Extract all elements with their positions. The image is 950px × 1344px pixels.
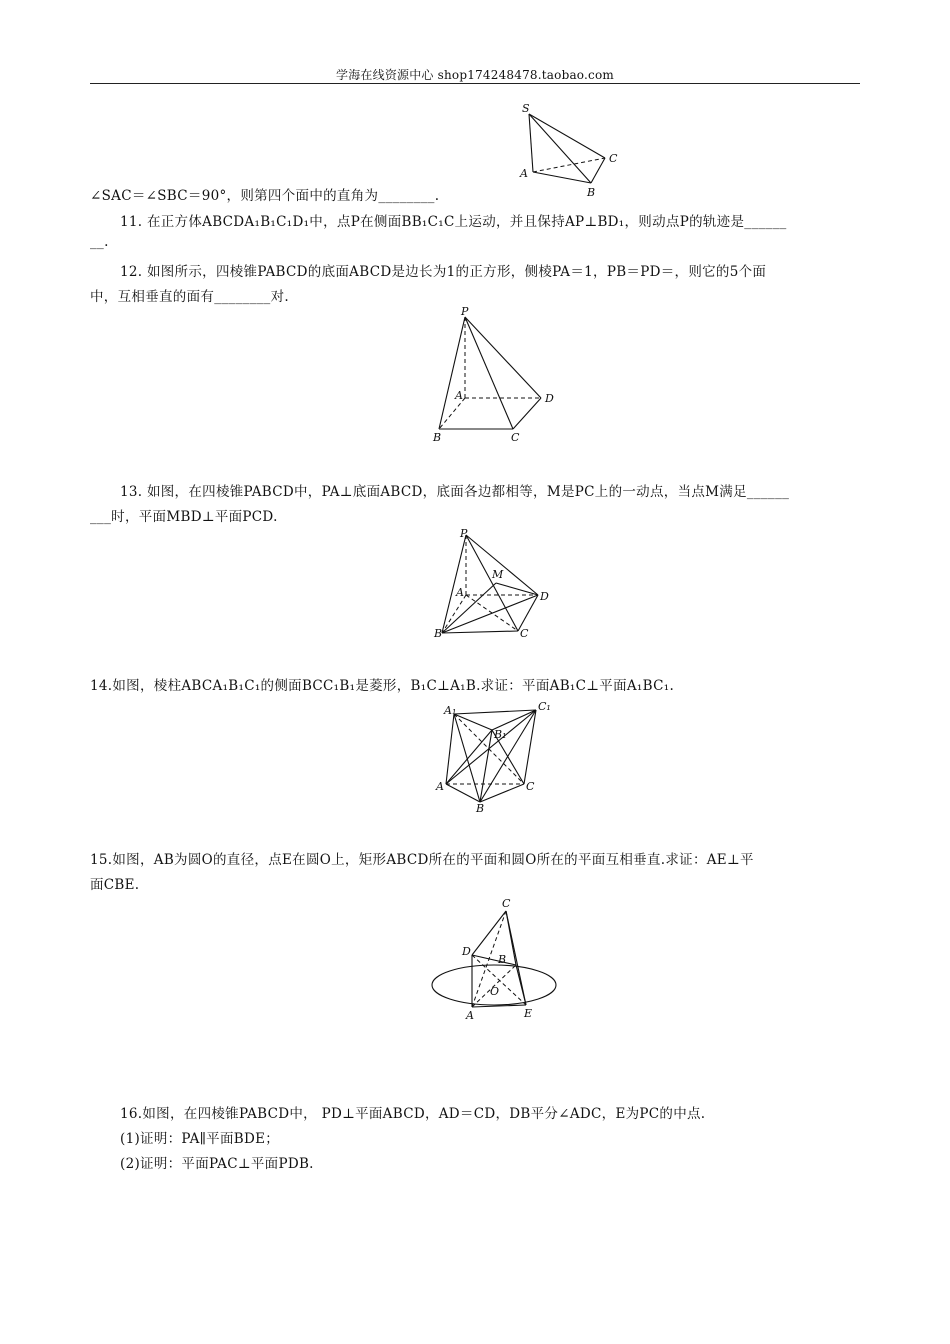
fig4-label-c1: C₁: [538, 700, 551, 713]
problem-16-part-2: (2)证明：平面PAC⊥平面PDB.: [120, 1156, 314, 1172]
fig4-label-a: A: [436, 780, 444, 793]
fig4-label-a1: A₁: [444, 704, 457, 717]
fig4-label-c: C: [526, 780, 535, 793]
problem-14: 14.如图，棱柱ABCA₁B₁C₁的侧面BCC₁B₁是菱形，B₁C⊥A₁B.求证：平面AB₁C⊥平面A₁BC₁.: [90, 678, 675, 694]
fig1-label-s: S: [522, 102, 530, 115]
fig3-label-p: P: [460, 527, 468, 540]
fig3-label-c: C: [520, 627, 529, 640]
fig3-label-d: D: [540, 590, 549, 603]
problem-12-line-1: 12. 如图所示，四棱锥PABCD的底面ABCD是边长为1的正方形，侧棱PA＝1，PB＝PD＝，则它的5个面: [120, 264, 767, 280]
fig1-label-c: C: [609, 152, 618, 165]
figure-pyramid-with-point-m: [428, 525, 558, 643]
fig3-label-a: A: [456, 586, 464, 599]
fig5-label-a: A: [466, 1009, 474, 1022]
fig5-label-c: C: [502, 897, 511, 910]
figure-triangular-prism: [434, 698, 554, 814]
problem-15-line-2: 面CBE.: [90, 877, 140, 893]
fig1-label-a: A: [520, 167, 528, 180]
problem-11-line-2: __.: [90, 234, 109, 250]
fig5-label-e: E: [524, 1007, 533, 1020]
fig2-label-d: D: [545, 392, 554, 405]
problem-13-line-1: 13. 如图，在四棱锥PABCD中，PA⊥底面ABCD，底面各边都相等，M是PC上的一动点，当点M满足______: [120, 484, 790, 500]
problem-15-line-1: 15.如图，AB为圆O的直径，点E在圆O上，矩形ABCD所在的平面和圆O所在的平面互相垂直.求证：AE⊥平: [90, 852, 754, 868]
problem-11-line-1: 11. 在正方体ABCDA₁B₁C₁D₁中，点P在侧面BB₁C₁C上运动，并且保持AP⊥BD₁，则动点P的轨迹是______: [120, 214, 787, 230]
figure-circle-rectangle: [426, 893, 566, 1025]
fig3-label-b: B: [434, 627, 443, 640]
header-rule: [90, 83, 860, 84]
problem-12-line-2: 中，互相垂直的面有________对.: [90, 289, 289, 305]
fig2-label-c: C: [511, 431, 520, 444]
problem-16-part-1: (1)证明：PA∥平面BDE；: [120, 1131, 280, 1147]
fig3-label-m: M: [492, 568, 504, 581]
fig5-label-d: D: [462, 945, 471, 958]
fig4-label-b: B: [476, 802, 485, 814]
fig2-label-a: A: [455, 389, 463, 402]
problem-13-line-2: ___时，平面MBD⊥平面PCD.: [90, 509, 278, 525]
problem-10-tail: ∠SAC＝∠SBC＝90°，则第四个面中的直角为________.: [90, 188, 440, 204]
fig2-label-b: B: [433, 431, 442, 444]
figure-tetrahedron-sabc: [505, 98, 625, 200]
fig1-label-b: B: [587, 186, 596, 199]
fig2-label-p: P: [461, 305, 469, 318]
problem-16-line-1: 16.如图，在四棱锥PABCD中， PD⊥平面ABCD，AD＝CD，DB平分∠ADC，E为PC的中点.: [120, 1106, 706, 1122]
figure-pyramid-pabcd: [425, 305, 565, 447]
fig4-label-b1: B₁: [494, 728, 507, 741]
page-header: 学海在线资源中心 shop174248478.taobao.com: [336, 68, 614, 82]
fig5-label-o: O: [490, 985, 500, 998]
fig5-label-b: B: [498, 953, 507, 966]
